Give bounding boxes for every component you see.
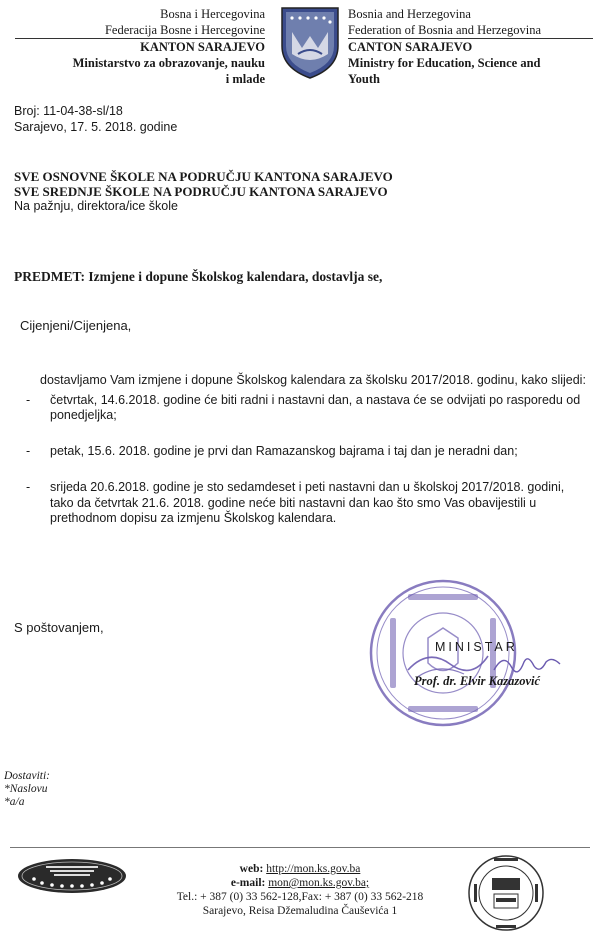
footer-email-label: e-mail:	[230, 877, 266, 889]
header-right-block	[348, 6, 593, 87]
header-right-line-1: Bosnia and Herzegovina	[348, 7, 471, 21]
header-left-ministry: Ministarstvo za obrazovanje, nauku	[72, 56, 265, 70]
subject-line: PREDMET: Izmjene i dopune Školskog kalendara, dostavlja se,	[14, 269, 383, 284]
footer-web-label: web:	[239, 863, 264, 875]
footer-web-link[interactable]: http://mon.ks.gov.ba	[266, 863, 361, 875]
footer-divider	[10, 847, 590, 848]
document-number: Broj: 11-04-38-sl/18	[14, 104, 123, 118]
footer-contact	[160, 862, 440, 918]
delivery-to-archive: *a/a	[4, 796, 25, 808]
header-right-ministry: Ministry for Education, Science and	[348, 56, 541, 70]
footer-address: Sarajevo, Reisa Džemaludina Čauševića 1	[202, 905, 398, 917]
header-right-line-2: Federation of Bosnia and Herzegovina	[348, 23, 541, 37]
salutation: Cijenjeni/Cijenjena,	[20, 318, 132, 333]
footer-email	[160, 876, 440, 890]
header-right-canton: CANTON SARAJEVO	[348, 40, 473, 54]
tuv-certification-seal-icon	[466, 854, 546, 932]
header-right-ministry-2: Youth	[348, 72, 380, 86]
footer-phones: Tel.: + 387 (0) 33 562-128,Fax: + 387 (0) 33 562-218	[176, 891, 424, 903]
footer-web	[160, 862, 440, 876]
document-meta	[14, 103, 177, 135]
recipient-primary-schools: SVE OSNOVNE ŠKOLE NA PODRUČJU KANTONA SARAJEVO	[14, 169, 393, 184]
closing: S poštovanjem,	[14, 620, 104, 635]
canton-coat-of-arms-icon	[278, 6, 342, 80]
header-left-block	[15, 6, 265, 87]
list-item-text: petak, 15.6. 2018. godine je prvi dan Ramazanskog bajrama i taj dan je neradni dan;	[50, 443, 518, 458]
list-dash: -	[26, 443, 31, 458]
header-left-canton: KANTON SARAJEVO	[140, 40, 265, 54]
list-item	[14, 393, 589, 424]
list-item-text: srijeda 20.6.2018. godine je sto sedamdeset i peti nastavni dan u školskoj 2017/2018. godini, tako da četvrtak 21.6. 2018. godine neće biti nastavni dan kao što smo Vas obavijestili u prethodnom dopisu za izmjenu Školskog kalendara.	[50, 480, 565, 525]
header-left-line-2: Federacija Bosne i Hercegovine	[104, 23, 265, 37]
delivery-label: Dostaviti:	[4, 770, 50, 782]
eu-certificate-badge-icon	[16, 857, 128, 895]
header-left-line-1: Bosna i Hercegovina	[160, 7, 265, 21]
footer-email-link[interactable]: mon@mon.ks.gov.ba;	[268, 877, 370, 889]
list-dash: -	[26, 392, 31, 407]
list-item-text: četvrtak, 14.6.2018. godine će biti radni i nastavni dan, a nastava će se odvijati po rasporedu od ponedjeljka;	[50, 392, 581, 422]
list-item	[14, 480, 589, 527]
recipients	[14, 169, 393, 214]
minister-name: Prof. dr. Elvir Kazazović	[414, 674, 541, 688]
intro-paragraph: dostavljamo Vam izmjene i dopune Školskog kalendara za školsku 2017/2018. godinu, kako slijedi:	[40, 373, 586, 387]
header-left-ministry-2: i mlade	[225, 72, 265, 86]
delivery-to-addressee: *Naslovu	[4, 783, 48, 795]
list-item	[14, 444, 589, 460]
list-dash: -	[26, 480, 31, 494]
document-place-date: Sarajevo, 17. 5. 2018. godine	[14, 120, 178, 134]
recipient-secondary-schools: SVE SREDNJE ŠKOLE NA PODRUČJU KANTONA SARAJEVO	[14, 184, 388, 199]
minister-title: MINISTAR	[435, 640, 518, 654]
letter-body	[14, 373, 589, 527]
recipient-attention: Na pažnju, direktora/ice škole	[14, 199, 178, 213]
delivery-list	[4, 770, 50, 809]
